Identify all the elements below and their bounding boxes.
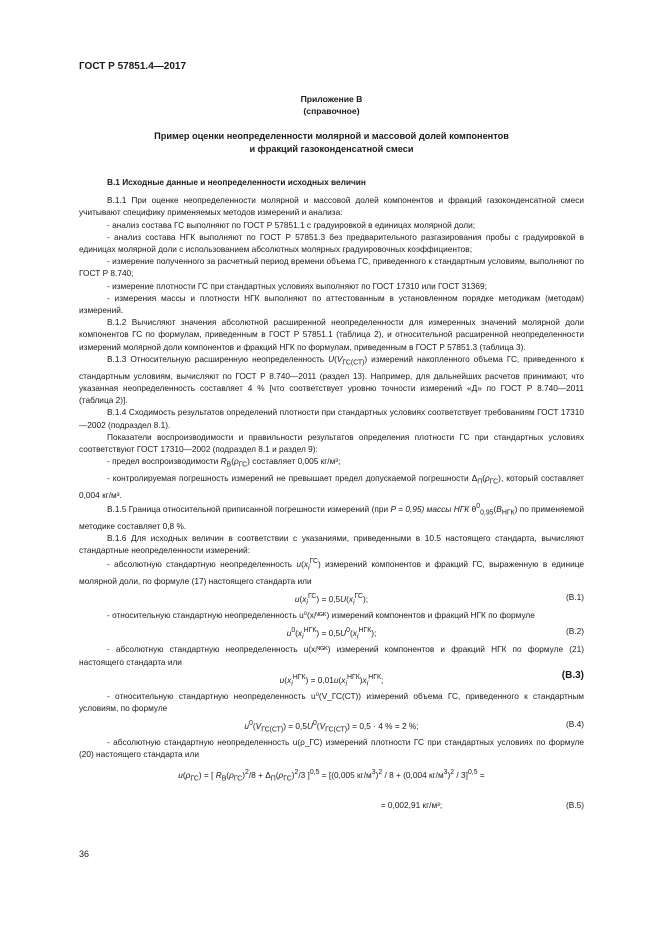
appendix-note: (справочное) bbox=[303, 106, 360, 116]
heading-line-1: Пример оценки неопределенности молярной и массовой долей компонентов bbox=[154, 131, 509, 141]
list-item: - предел воспроизводимости $R_В(\rho_{ГС})$ составляет 0,005 кг/м³; bbox=[107, 456, 341, 469]
document-header: ГОСТ Р 57851.4—2017 bbox=[79, 61, 187, 72]
paragraph: - абсолютную стандартную неопределенность $u(x_i^{ГС})$ измерений компонентов и фракций ГС, выраженную в единице молярной доли, по формуле (17) настоящего стандарта или bbox=[79, 558, 584, 586]
list-item: - измерение полученного за расчетный период времени объема ГС, приведенного к стандартным условиям, выполняют по ГОСТ Р 8.740; bbox=[79, 256, 584, 279]
list-item: - анализ состава НГК выполняют по ГОСТ Р 57851.3 без предварительного разгазирования пробы с градуировкой в единицах молярной доли с использованием абсолютных молярных градуировочных коэффициентов; bbox=[79, 231, 584, 255]
paragraph: Показатели воспроизводимости и правильности результатов определения плотности ГС при стандартных условиях соответствуют ГОСТ 17310—2002 (подраздел 8.1 и раздел 9): bbox=[79, 431, 584, 454]
list-item: - измерение плотности ГС при стандартных условиях выполняют по ГОСТ 17310 или ГОСТ 31369; bbox=[107, 280, 487, 291]
equation-b2: $u^0(x_i^{НГК}) = 0,5U^0(x_i^{НГК})$; (В.2) bbox=[286, 626, 584, 641]
page-number: 36 bbox=[79, 849, 90, 859]
document-body bbox=[79, 176, 584, 817]
heading-line-2: и фракций газоконденсатной смеси bbox=[249, 144, 414, 154]
equation-b1: $u(x_i^{ГС}) = 0,5U(x_i^{ГС})$; (В.1) bbox=[294, 592, 584, 607]
paragraph: - относительную стандартную неопределенность u⁰(V_ГС(СТ)) измерений объема ГС, приведенного к стандартным условиям, по формуле bbox=[79, 690, 584, 713]
paragraph: - относительную стандартную неопределенность u⁰(xᵢᴺᴳᴷ) измерений компонентов и фракций НГК по формуле bbox=[107, 610, 535, 621]
paragraph: - абсолютную стандартную неопределенность u(ρ_ГС) измерений плотности ГС при стандартных условиях по формуле (20) настоящего стандарта или bbox=[79, 737, 584, 760]
paragraph: В.1.6 Для исходных величин в соответствии с указаниями, приведенными в 10.5 настоящего стандарта, вычисляют стандартные неопределенности измерений: bbox=[79, 532, 584, 556]
section-heading: В.1 Исходные данные и неопределенности исходных величин bbox=[107, 177, 366, 187]
paragraph: В.1.5 Граница относительной приписанной погрешности измерений (при P = 0,95) массы НГК $\theta^0_{0,95}(B_{НГК})$ по применяемой методике составляет 0,8 %. bbox=[79, 503, 584, 531]
list-item: - контролируемая погрешность измерений не превышает предел допускаемой погрешности $\Delta_П(\rho_{ГС})$, который составляет 0,004 кг/м³. bbox=[79, 472, 584, 500]
paragraph: В.1.1 При оценке неопределенности молярной и массовой долей компонентов и фракций газоконденсатной смеси учитывают специфику применяемых методов измерений и анализа: bbox=[79, 195, 584, 218]
equation-b3: $u(x_i^{НГК}) = 0,01u(x_i^{НГК})x_i^{НГК}$; (В.3) bbox=[279, 669, 584, 688]
equation-b5-result: = 0,002,91 кг/м³; (В.5) bbox=[380, 799, 584, 810]
paragraph: - абсолютную стандартную неопределенность u(xᵢᴺᴳᴷ) измерений компонентов и фракций НГК по формуле (21) настоящего стандарта или bbox=[79, 644, 584, 667]
list-item: - измерения массы и плотности НГК выполняют по аттестованным в установленном порядке методикам (методам) измерений. bbox=[79, 292, 584, 316]
list-item: - анализ состава ГС выполняют по ГОСТ Р 57851.1 с градуировкой в единицах молярной доли; bbox=[107, 219, 476, 230]
appendix-title: Приложение В bbox=[300, 94, 363, 104]
equation-b4: $u^0(V_{ГС(СТ)}) = 0,5U^0(V_{ГС(СТ)}) = 0,5 \cdot 4$ % = 2 %; (В.4) bbox=[244, 719, 584, 734]
equation-b5: $u(\rho_{ГС})$ = [ $R_В(\rho_{ГС})^2/8 + \Delta_П(\rho_{ГС})^2/3$ ]$^{0,5}$ = [(0,005 $кг/м^3)^2 / 8 + (0,004$ $кг/м^3)^2 / 3]^{0,5}$ = bbox=[178, 768, 485, 782]
paragraph: В.1.4 Сходимость результатов определений плотности при стандартных условиях соответствует требованиям ГОСТ 17310—2002 (подраздел 8.1). bbox=[79, 407, 584, 430]
paragraph: В.1.2 Вычисляют значения абсолютной расширенной неопределенности для измеренных значений молярной доли компонентов ГС по формулам, приведенным в ГОСТ Р 57851.1 (таблица 2), и относительной расширенной неопределенности измерений молярной доли компонентов и фракций НГК по формулам, приведенным в ГОСТ Р 57851.3 (таблица 3). bbox=[79, 317, 584, 352]
paragraph: В.1.3 Относительную расширенную неопределенность $U(V_{ГС(СТ)})$ измерений накопленного объема ГС, приведенного к стандартным условиям, вычисляют по ГОСТ Р 8.740—2011 (раздел 13). Например, для дальнейших расчетов принимают, что указанная неопределенность составляет 4 % [что соответствует уровню точности измерений «Д» по ГОСТ Р 8.740—2011 (таблица 2)]. bbox=[79, 353, 584, 406]
